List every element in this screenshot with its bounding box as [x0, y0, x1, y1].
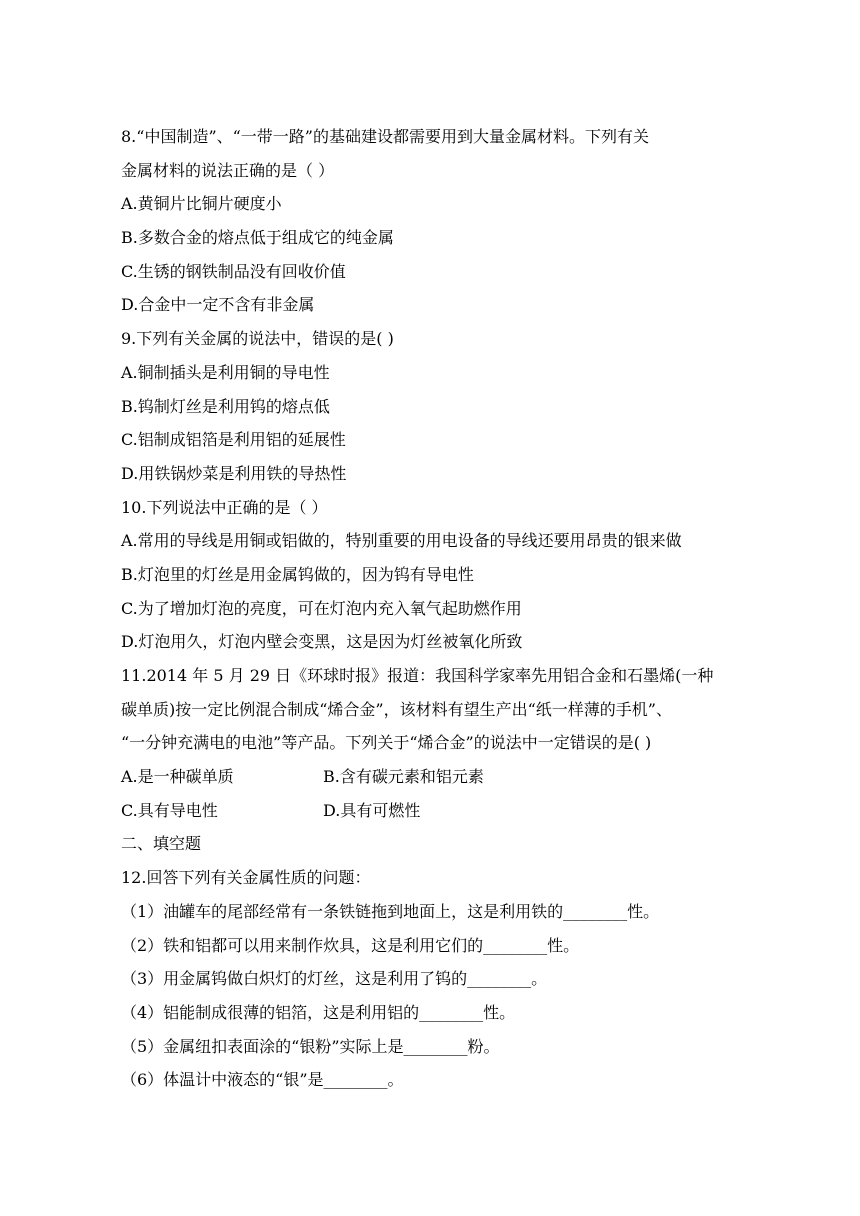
q8-stem-line-1: 8.“中国制造”、“一带一路”的基础建设都需要用到大量金属材料。下列有关 — [121, 127, 649, 146]
q12-stem: 12.回答下列有关金属性质的问题： — [121, 868, 371, 888]
q12-item-5: （5）金属纽扣表面涂的“银粉”实际上是________粉。 — [121, 1036, 500, 1056]
q12-item-4: （4）铝能制成很薄的铝箔，这是利用铝的________性。 — [121, 1002, 516, 1022]
q9-option-d: D.用铁锅炒菜是利用铁的导热性 — [121, 463, 347, 483]
q9-option-c: C.铝制成铝箔是利用铝的延展性 — [121, 430, 346, 450]
q12-item-2: （2）铁和铝都可以用来制作炊具，这是利用它们的________性。 — [121, 935, 580, 955]
question-content — [121, 120, 746, 1097]
q11-option-a: A.是一种碳单质 — [121, 767, 234, 787]
q8-option-b: B.多数合金的熔点低于组成它的纯金属 — [121, 228, 394, 248]
q11-stem-line-2: 碳单质)按一定比例混合制成“烯合金”，该材料有望生产出“纸一样薄的手机”、 — [121, 699, 672, 719]
q10-option-b: B.灯泡里的灯丝是用金属钨做的，因为钨有导电性 — [121, 564, 474, 584]
q11-options-row-2 — [121, 794, 746, 828]
q11-option-b: B.含有碳元素和铝元素 — [323, 767, 484, 787]
q11-stem-line-3: “一分钟充满电的电池”等产品。下列关于“烯合金”的说法中一定错误的是( ) — [121, 733, 652, 753]
q9-option-b: B.钨制灯丝是利用钨的熔点低 — [121, 396, 330, 416]
q8-stem-line-2: 金属材料的说法正确的是（ ） — [121, 160, 335, 180]
q10-option-d: D.灯泡用久，灯泡内壁会变黑，这是因为灯丝被氧化所致 — [121, 632, 523, 652]
q9-stem: 9.下列有关金属的说法中，错误的是( ) — [121, 329, 394, 349]
q11-stem-line-1: 11.2014 年 5 月 29 日《环球时报》报道：我国科学家率先用铝合金和石墨烯(一种 — [121, 666, 714, 685]
q8-option-d: D.合金中一定不含有非金属 — [121, 295, 315, 315]
q10-option-c: C.为了增加灯泡的亮度，可在灯泡内充入氧气起助燃作用 — [121, 598, 522, 618]
q9-option-a: A.铜制插头是利用铜的导电性 — [121, 362, 330, 382]
q12-item-3: （3）用金属钨做白炽灯的灯丝，这是利用了钨的________。 — [121, 969, 548, 989]
q10-option-a: A.常用的导线是用铜或铝做的，特别重要的用电设备的导线还要用昂贵的银来做 — [121, 531, 682, 551]
q8-option-c: C.生锈的钢铁制品没有回收价值 — [121, 261, 346, 281]
q11-options-row-1 — [121, 760, 746, 794]
q12-item-6: （6）体温计中液态的“银”是________。 — [121, 1070, 404, 1090]
q10-stem: 10.下列说法中正确的是（ ） — [121, 497, 328, 517]
q11-option-d: D.具有可燃性 — [323, 800, 421, 820]
section-heading-fill-in: 二、填空题 — [121, 834, 202, 854]
q8-option-a: A.黄铜片比铜片硬度小 — [121, 194, 282, 214]
q12-item-1: （1）油罐车的尾部经常有一条铁链拖到地面上，这是利用铁的________性。 — [121, 901, 660, 921]
q11-option-c: C.具有导电性 — [121, 800, 218, 820]
